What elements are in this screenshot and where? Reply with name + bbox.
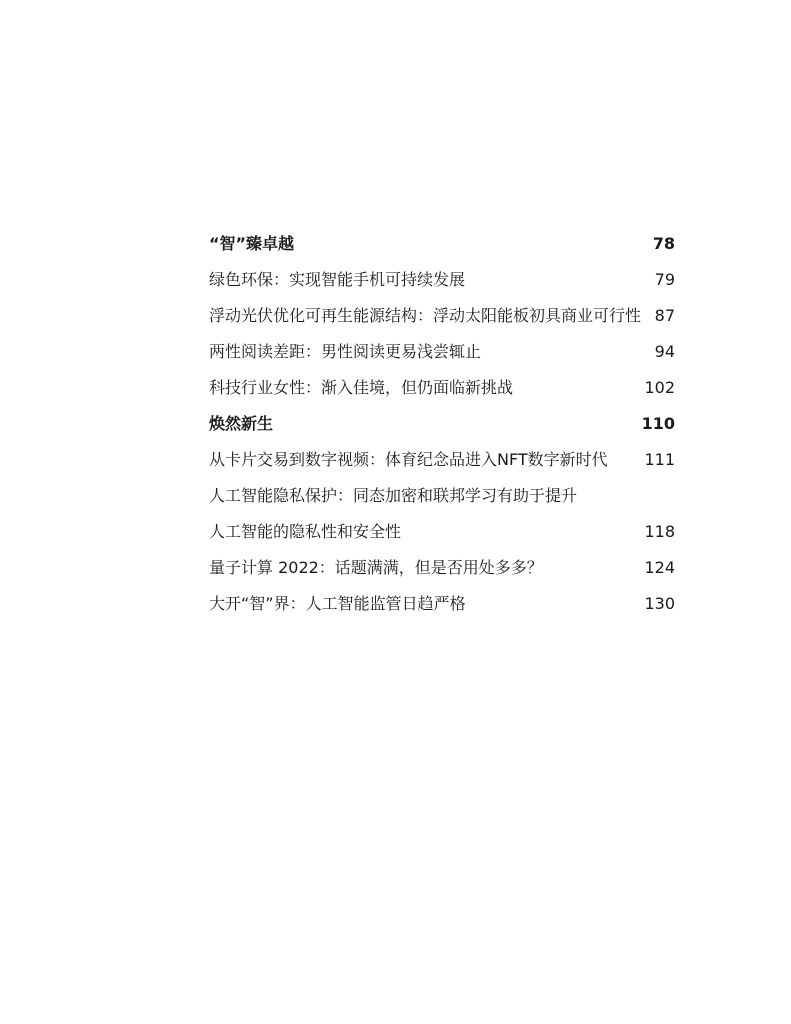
toc-entry[interactable] — [209, 370, 675, 406]
toc-entry-title: 大开“智”界：人工智能监管日趋严格 — [209, 594, 466, 613]
toc-entry-title: 量子计算 2022：话题满满，但是否用处多多？ — [209, 558, 543, 577]
toc-entry-title: 浮动光伏优化可再生能源结构：浮动太阳能板初具商业可行性 — [209, 306, 642, 325]
toc-entry-title: 科技行业女性：渐入佳境，但仍面临新挑战 — [209, 378, 514, 397]
toc-entry[interactable] — [209, 478, 675, 514]
toc-entry-title: 绿色环保：实现智能手机可持续发展 — [209, 270, 466, 289]
toc-entry-title: “智”臻卓越 — [209, 234, 295, 253]
toc-entry-page: 79 — [654, 270, 675, 289]
toc-entry-title: 两性阅读差距：男性阅读更易浅尝辄止 — [209, 342, 482, 361]
toc-entry-title: 焕然新生 — [209, 414, 274, 433]
toc-entry[interactable] — [209, 586, 675, 622]
toc-entry-title: 从卡片交易到数字视频：体育纪念品进入NFT数字新时代 — [209, 450, 608, 469]
toc-entry-page: 87 — [654, 306, 675, 325]
toc-entry-page: 118 — [644, 522, 675, 541]
toc-entry-page: 110 — [641, 414, 675, 433]
table-of-contents — [209, 226, 675, 622]
toc-entry[interactable] — [209, 550, 675, 586]
toc-section-heading[interactable] — [209, 406, 675, 442]
toc-entry[interactable] — [209, 298, 675, 334]
toc-entry[interactable] — [209, 514, 675, 550]
toc-entry-page: 78 — [652, 234, 675, 253]
toc-section-heading[interactable] — [209, 226, 675, 262]
toc-entry-title: 人工智能的隐私性和安全性 — [209, 522, 402, 541]
toc-entry-page: 130 — [644, 594, 675, 613]
toc-entry-page: 102 — [644, 378, 675, 397]
toc-entry-title: 人工智能隐私保护：同态加密和联邦学习有助于提升 — [209, 486, 578, 505]
toc-entry[interactable] — [209, 334, 675, 370]
toc-entry-page: 94 — [654, 342, 675, 361]
toc-entry[interactable] — [209, 262, 675, 298]
toc-entry-page: 111 — [644, 450, 675, 469]
toc-entry-page: 124 — [644, 558, 675, 577]
toc-entry[interactable] — [209, 442, 675, 478]
